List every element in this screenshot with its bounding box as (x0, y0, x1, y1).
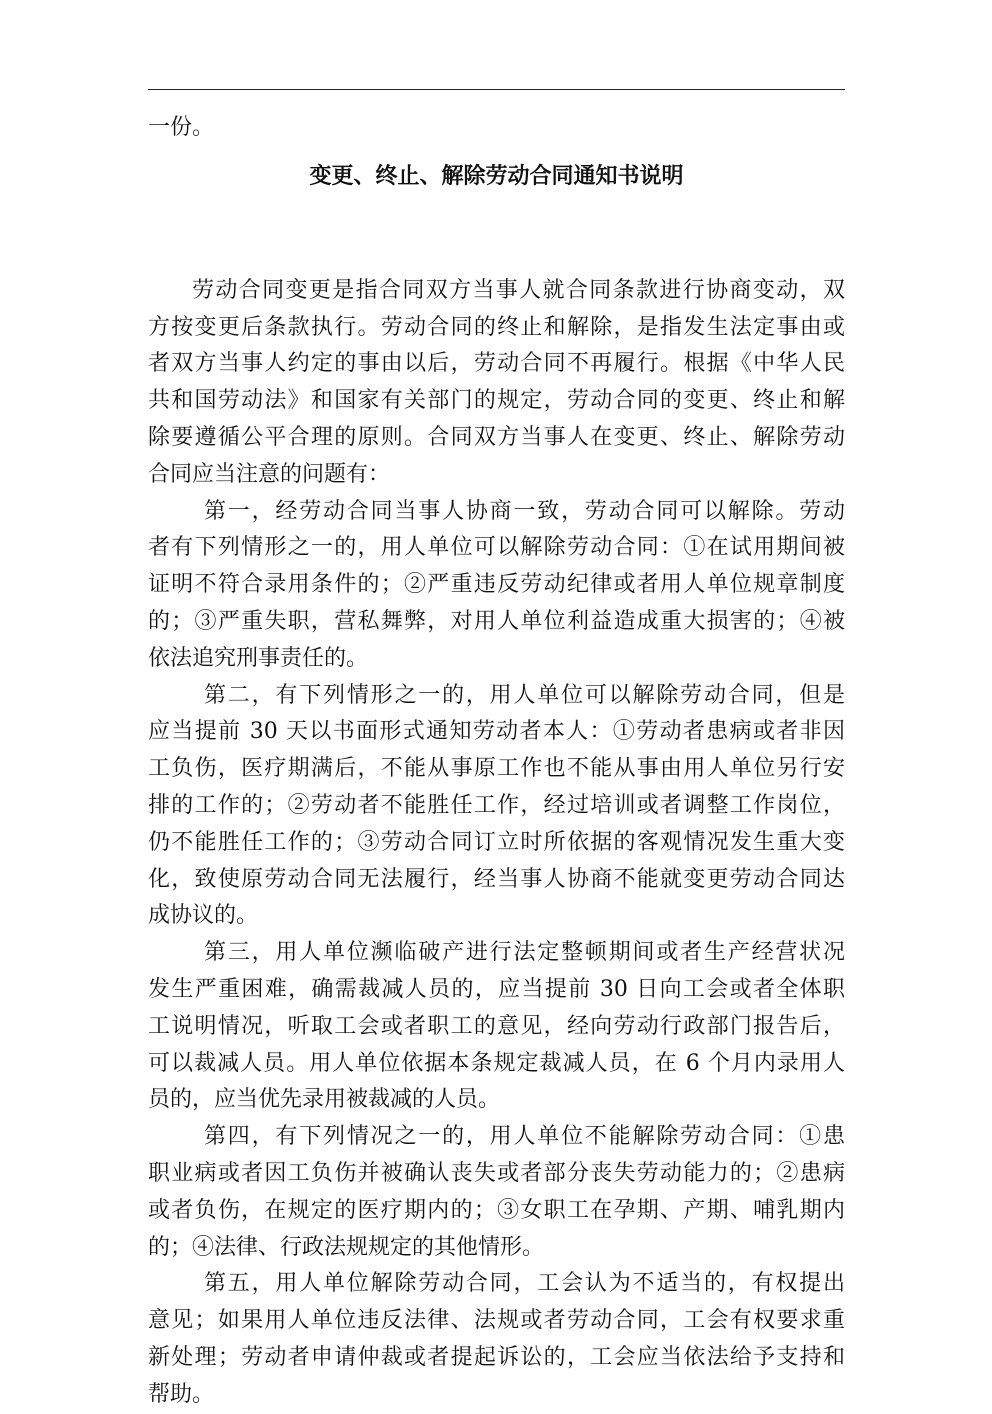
paragraph-line: 工说明情况，听取工会或者职工的意见，经向劳动行政部门报告后， (148, 1013, 845, 1039)
paragraph-line: 意见；如果用人单位违反法律、法规或者劳动合同，工会有权要求重 (148, 1308, 845, 1334)
paragraph-line: 第二，有下列情形之一的，用人单位可以解除劳动合同，但是 (204, 682, 845, 708)
continuation-text: 一份。 (148, 115, 215, 140)
paragraph-line: 职业病或者因工负伤并被确认丧失或者部分丧失劳动能力的；②患病 (148, 1160, 845, 1186)
paragraph-line: 者双方当事人约定的事由以后，劳动合同不再履行。根据《中华人民 (148, 351, 845, 377)
paragraph-line: 者有下列情形之一的，用人单位可以解除劳动合同：①在试用期间被 (148, 535, 845, 561)
paragraph-line: 应当提前 30 天以书面形式通知劳动者本人：①劳动者患病或者非因 (148, 719, 845, 745)
paragraph (148, 1266, 845, 1413)
paragraph-line: 依法追究刑事责任的。 (148, 645, 369, 671)
paragraph (148, 1119, 845, 1266)
paragraph-line: 第三，用人单位濒临破产进行法定整顿期间或者生产经营状况 (204, 940, 845, 966)
paragraph-line: 第一，经劳动合同当事人协商一致，劳动合同可以解除。劳动 (204, 498, 845, 524)
paragraph (148, 273, 845, 494)
paragraph-line: 工负伤，医疗期满后，不能从事原工作也不能从事由用人单位另行安 (148, 756, 845, 782)
paragraph-line: 仍不能胜任工作的；③劳动合同订立时所依据的客观情况发生重大变 (148, 829, 845, 855)
paragraph (148, 494, 845, 678)
paragraph-line: 帮助。 (148, 1381, 215, 1407)
paragraph-line: 劳动合同变更是指合同双方当事人就合同条款进行协商变动，双 (192, 277, 845, 303)
paragraph-line: 第四，有下列情况之一的，用人单位不能解除劳动合同：①患 (204, 1124, 845, 1150)
paragraph-line: 发生严重困难，确需裁减人员的，应当提前 30 日向工会或者全体职 (148, 976, 845, 1002)
document-body (148, 110, 845, 1414)
paragraph-line: 化，致使原劳动合同无法履行，经当事人协商不能就变更劳动合同达 (148, 866, 845, 892)
paragraph-line: 排的工作的；②劳动者不能胜任工作，经过培训或者调整工作岗位， (148, 792, 845, 818)
paragraph-line: 可以裁减人员。用人单位依据本条规定裁减人员，在 6 个月内录用人 (148, 1050, 845, 1076)
title-spacing (148, 199, 845, 273)
paragraph-line: 共和国劳动法》和国家有关部门的规定，劳动合同的变更、终止和解 (148, 388, 845, 414)
paragraph-line: 方按变更后条款执行。劳动合同的终止和解除，是指发生法定事由或 (148, 314, 845, 340)
paragraph-line: 第五，用人单位解除劳动合同，工会认为不适当的，有权提出 (204, 1271, 845, 1297)
paragraph-line: 合同应当注意的问题有： (148, 461, 391, 487)
paragraph-line: 或者负伤，在规定的医疗期内的；③女职工在孕期、产期、哺乳期内 (148, 1197, 845, 1223)
paragraph-line: 除要遵循公平合理的原则。合同双方当事人在变更、终止、解除劳动 (148, 424, 845, 450)
document-title: 变更、终止、解除劳动合同通知书说明 (309, 162, 684, 189)
header-rule (148, 89, 845, 90)
paragraph (148, 678, 845, 936)
paragraph-line: 的；④法律、行政法规规定的其他情形。 (148, 1234, 545, 1260)
paragraph-line: 员的，应当优先录用被裁减的人员。 (148, 1087, 501, 1113)
paragraph (148, 935, 845, 1119)
paragraph-line: 的；③严重失职，营私舞弊，对用人单位利益造成重大损害的；④被 (148, 608, 845, 634)
paragraph-line: 证明不符合录用条件的；②严重违反劳动纪律或者用人单位规章制度 (148, 572, 845, 598)
paragraph-list (148, 273, 845, 1414)
paragraph-line: 成协议的。 (148, 903, 259, 929)
paragraph-line: 新处理；劳动者申请仲裁或者提起诉讼的，工会应当依法给予支持和 (148, 1344, 845, 1370)
